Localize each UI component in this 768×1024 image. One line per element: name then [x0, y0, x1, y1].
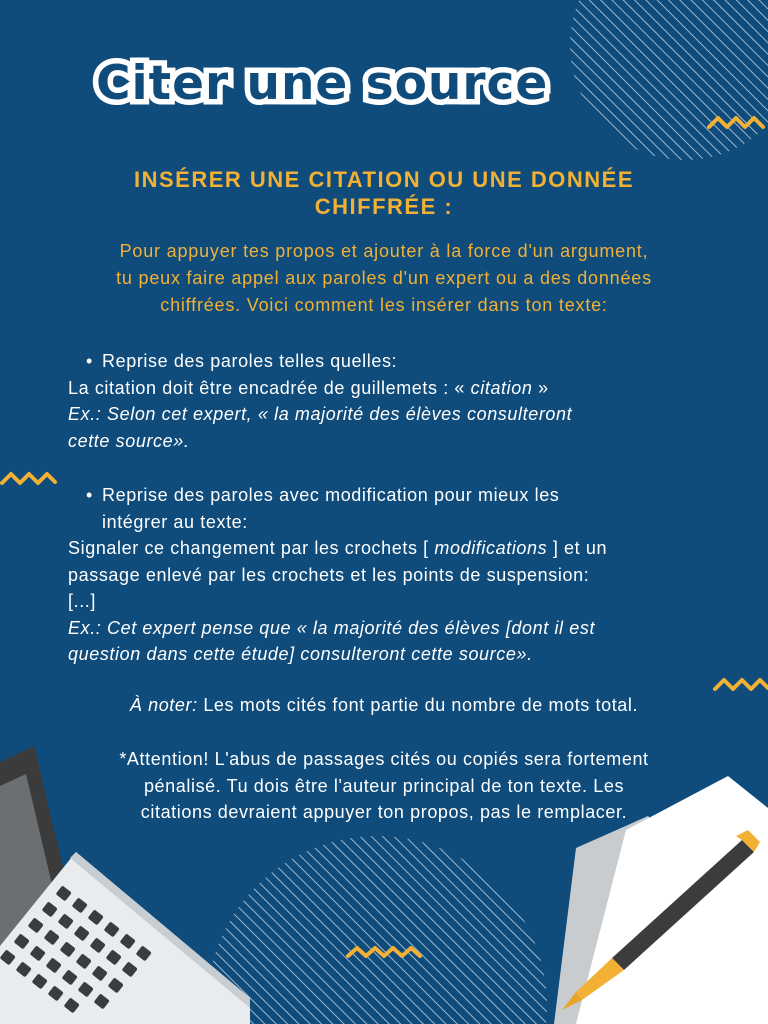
example-line1: Ex.: Cet expert pense que « la majorité des élèves [dont il est [68, 617, 596, 638]
zigzag-bottom [344, 942, 424, 962]
intro-line3: chiffrées. Voici comment les insérer dans ton texte: [160, 295, 608, 315]
bullet-dot-icon: • [86, 351, 93, 371]
warning-line2: pénalisé. Tu dois être l'auteur principal de ton texte. Les [143, 775, 625, 796]
warning-line3: citations devraient appuyer ton propos, pas le remplacer. [140, 802, 628, 822]
zigzag-left [0, 468, 58, 488]
section-heading-line2: CHIFFRÉE : [314, 194, 454, 219]
hatched-circle-bottom [212, 836, 552, 1024]
bullet-text: Reprise des paroles telles quelles: [102, 351, 398, 371]
rule-text: La citation doit être encadrée de guillemets : « citation » [68, 377, 549, 398]
intro-line2: tu peux faire appel aux paroles d'un expert ou a des données [116, 268, 652, 288]
zigzag-top-right [706, 112, 766, 132]
note-text [40, 692, 728, 719]
section-direct-quote [68, 348, 708, 454]
bullet-dot-icon: • [86, 485, 93, 505]
bullet-item [68, 482, 708, 535]
rule-text-line2: passage enlevé par les crochets et les points de suspension: [68, 564, 590, 585]
warning-paragraph [40, 746, 728, 826]
example-line2: cette source». [68, 430, 190, 451]
section-heading [0, 166, 768, 220]
bullet-text-line1: Reprise des paroles avec modification pour mieux les [102, 485, 560, 505]
warning-line1: *Attention! L'abus de passages cités ou copiés sera fortement [119, 749, 649, 769]
zigzag-right [712, 674, 768, 694]
section-modified-quote [68, 482, 708, 668]
intro-paragraph [40, 238, 728, 319]
intro-line1: Pour appuyer tes propos et ajouter à la force d'un argument, [119, 241, 649, 261]
bullet-item [68, 348, 708, 375]
hatched-circle-top-right [560, 0, 768, 160]
note-body: Les mots cités font partie du nombre de mots total. [197, 695, 639, 715]
example-line1: Ex.: Selon cet expert, « la majorité des élèves consulteront [68, 404, 573, 424]
rule-text-line3: [...] [68, 591, 97, 611]
rule-text-line1: Signaler ce changement par les crochets [ modifications ] et un [68, 538, 608, 558]
section-heading-line1: INSÉRER UNE CITATION OU UNE DONNÉE [134, 167, 634, 192]
page-title: Citer une source [96, 56, 549, 111]
example-line2: question dans cette étude] consulteront cette source». [68, 644, 533, 664]
bullet-text-line2: intégrer au texte: [102, 511, 248, 532]
note-label: À noter: [129, 695, 198, 715]
